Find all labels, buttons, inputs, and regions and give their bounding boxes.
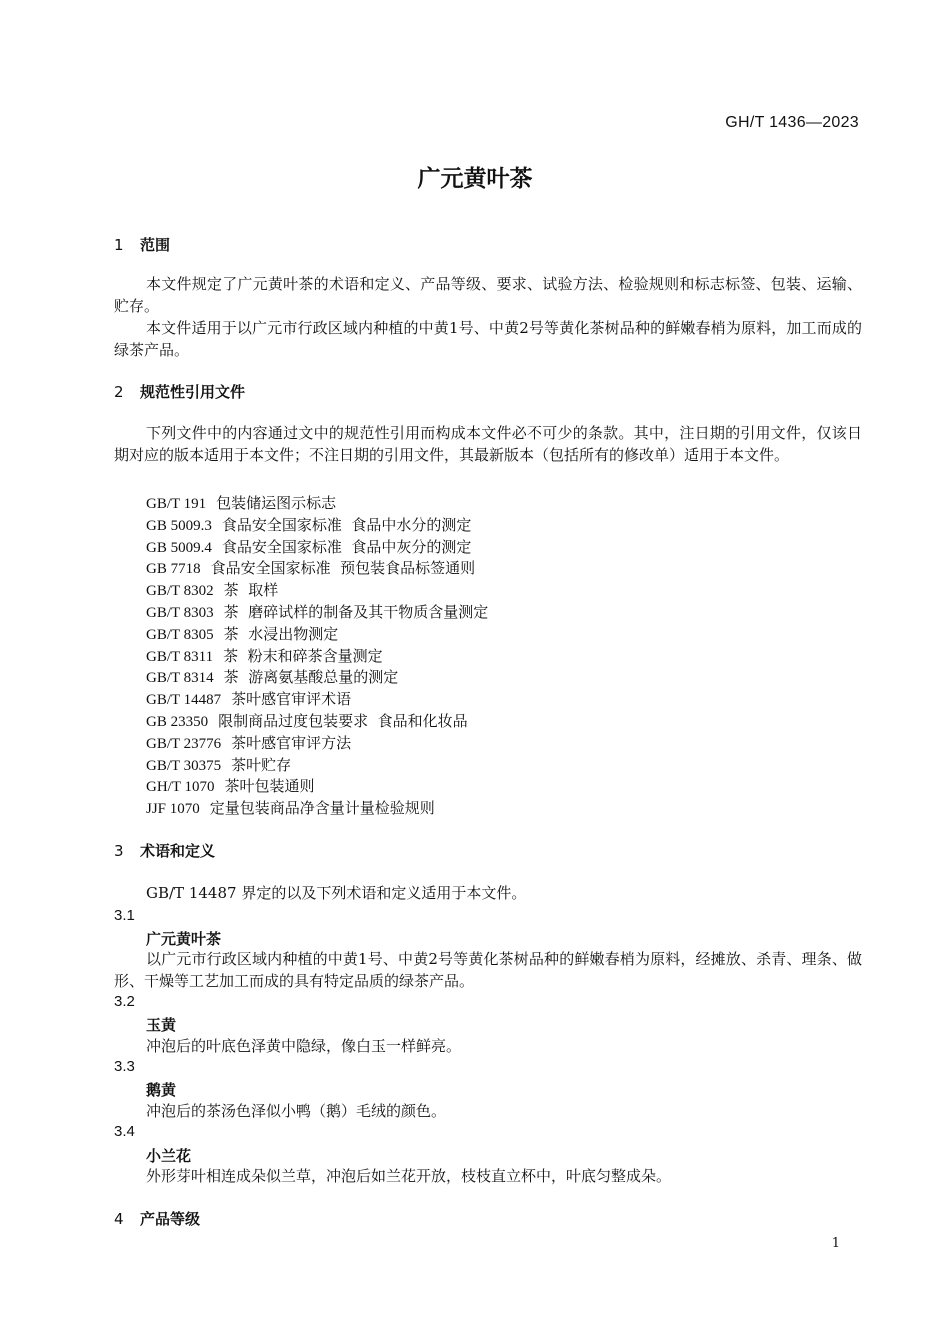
reference-item [146, 732, 351, 755]
standard-code: GH/T 1436—2023 [725, 114, 859, 131]
reference-item [146, 754, 291, 777]
term-name: 小兰花 [146, 1147, 192, 1165]
term-definition: 冲泡后的茶汤色泽似小鸭（鹅）毛绒的颜色。 [146, 1102, 447, 1120]
section-3-paragraph-1: GB/T 14487 界定的以及下列术语和定义适用于本文件。 [146, 884, 527, 902]
section-title: 规范性引用文件 [140, 383, 246, 401]
reference-code: GB/T 8303 [146, 605, 214, 621]
reference-item [146, 666, 398, 689]
reference-item [146, 645, 383, 668]
reference-title: 茶叶包装通则 [224, 777, 315, 796]
section-2-heading [114, 381, 245, 402]
term-number: 3.3 [114, 1058, 135, 1075]
reference-title: 食品安全国家标准 食品中灰分的测定 [221, 537, 472, 556]
reference-item [146, 557, 475, 580]
reference-code: GB 5009.3 [146, 517, 212, 534]
reference-item [146, 579, 278, 602]
term-name: 鹅黄 [146, 1081, 177, 1099]
reference-item [146, 492, 336, 515]
reference-code: GB/T 14487 [146, 692, 222, 709]
reference-item [146, 536, 471, 559]
section-1-paragraph-2: 本文件适用于以广元市行政区域内种植的中黄1号、中黄2号等黄化茶树品种的鲜嫩春梢为原料，加工而成的绿茶产品。 [114, 319, 862, 359]
section-3-heading [114, 840, 215, 861]
reference-code: GB 5009.4 [146, 539, 212, 556]
term-definition: 以广元市行政区域内种植的中黄1号、中黄2号等黄化茶树品种的鲜嫩春梢为原料，经摊放、杀青、理条、做形、干燥等工艺加工而成的具有特定品质的绿茶产品。 [114, 950, 862, 990]
reference-code: GB 7718 [146, 561, 201, 578]
section-1-paragraph-1: 本文件规定了广元黄叶茶的术语和定义、产品等级、要求、试验方法、检验规则和标志标签、包装、运输、贮存。 [114, 275, 862, 315]
reference-title: 茶叶感官审评术语 [231, 690, 352, 709]
term-definition: 冲泡后的叶底色泽黄中隐绿，像白玉一样鲜亮。 [146, 1037, 462, 1055]
reference-code: GB 23350 [146, 714, 209, 730]
reference-title: 食品安全国家标准 预包装食品标签通则 [210, 559, 476, 578]
reference-code: GB/T 23776 [146, 735, 222, 752]
section-title: 范围 [140, 236, 171, 254]
section-4-heading [114, 1208, 200, 1229]
reference-item [146, 775, 315, 798]
reference-code: GB/T 30375 [146, 757, 222, 774]
reference-title: 食品安全国家标准 食品中水分的测定 [221, 515, 472, 534]
reference-item [146, 797, 435, 820]
reference-item [146, 623, 338, 646]
reference-title: 定量包装商品净含量计量检验规则 [209, 799, 435, 818]
reference-title: 包装储运图示标志 [216, 494, 337, 512]
term-number: 3.1 [114, 907, 135, 924]
reference-code: JJF 1070 [146, 801, 200, 818]
reference-code: GB/T 8311 [146, 648, 214, 665]
section-title: 产品等级 [140, 1210, 201, 1228]
section-1-heading [114, 234, 170, 255]
document-title: 广元黄叶茶 [417, 166, 533, 192]
reference-title: 茶 粉末和碎茶含量测定 [223, 646, 383, 665]
reference-code: GB/T 191 [146, 496, 207, 512]
term-number: 3.4 [114, 1123, 135, 1140]
reference-item [146, 688, 351, 711]
reference-title: 茶 磨碎试样的制备及其干物质含量测定 [223, 603, 489, 621]
section-number: 1 [114, 236, 124, 254]
section-number: 2 [114, 383, 124, 401]
reference-item [146, 601, 488, 624]
reference-title: 茶 游离氨基酸总量的测定 [223, 668, 399, 687]
reference-code: GB/T 8314 [146, 670, 214, 687]
reference-item [146, 514, 471, 537]
reference-code: GB/T 8305 [146, 626, 214, 643]
reference-title: 茶叶感官审评方法 [231, 733, 352, 752]
reference-title: 茶叶贮存 [231, 755, 292, 774]
section-number: 4 [114, 1210, 124, 1228]
section-number: 3 [114, 842, 124, 860]
section-2-paragraph-1: 下列文件中的内容通过文中的规范性引用而构成本文件必不可少的条款。其中，注日期的引用文件，仅该日期对应的版本适用于本文件；不注日期的引用文件，其最新版本（包括所有的修改单）适用于本文件。 [114, 424, 862, 464]
reference-title: 限制商品过度包装要求 食品和化妆品 [218, 712, 468, 730]
term-definition: 外形芽叶相连成朵似兰草，冲泡后如兰花开放，枝枝直立杯中，叶底匀整成朵。 [146, 1167, 672, 1185]
reference-title: 茶 取样 [223, 581, 279, 600]
page-number: 1 [831, 1236, 840, 1251]
reference-code: GH/T 1070 [146, 779, 215, 796]
section-title: 术语和定义 [140, 842, 216, 860]
term-number: 3.2 [114, 993, 135, 1010]
reference-code: GB/T 8302 [146, 583, 214, 600]
term-name: 广元黄叶茶 [146, 930, 222, 948]
term-name: 玉黄 [146, 1016, 177, 1034]
reference-item [146, 710, 468, 733]
reference-title: 茶 水浸出物测定 [223, 624, 339, 643]
